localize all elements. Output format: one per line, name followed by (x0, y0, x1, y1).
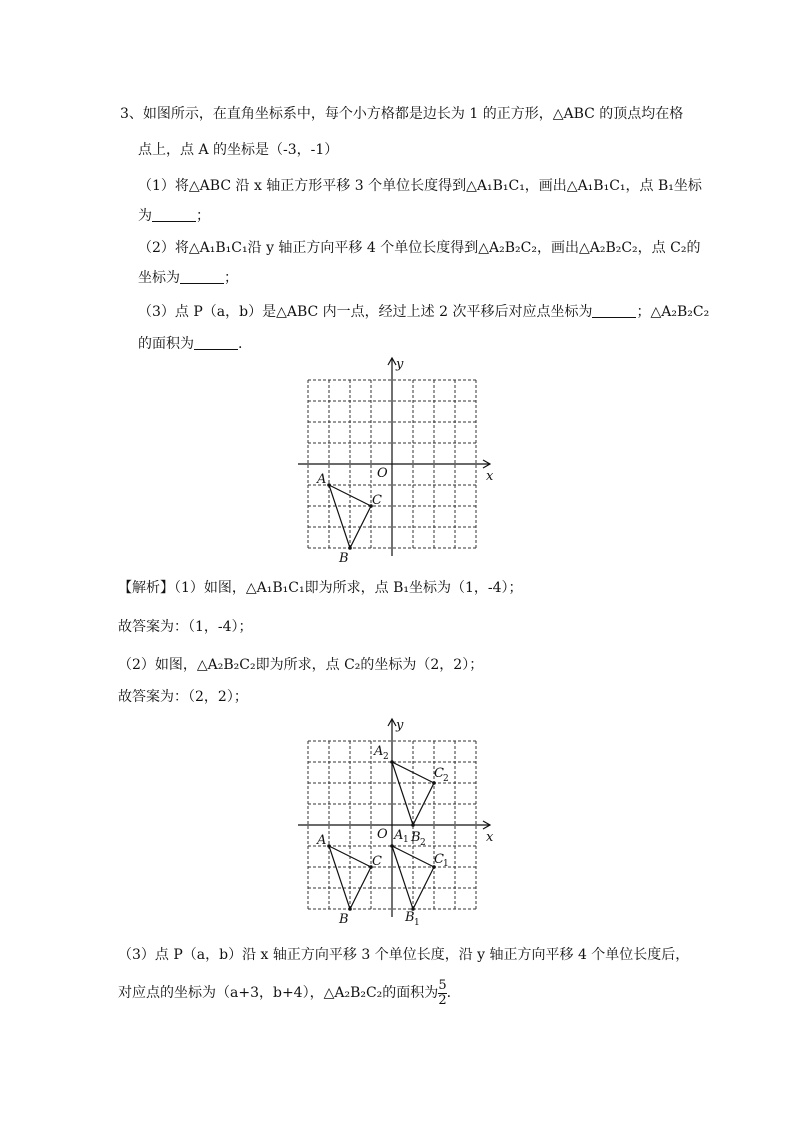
label-a: A (317, 472, 327, 487)
part2-line1: （2）将△A₁B₁C₁沿 y 轴正方向平移 4 个单位长度得到△A₂B₂C₂，画出△A₂B₂C₂，点 C₂的 (138, 240, 701, 256)
label-a1: A (394, 828, 404, 843)
part3-line1b-text: ；△A₂B₂C₂ (636, 304, 710, 320)
label-a2: A (374, 744, 384, 759)
label-b2: B (411, 830, 421, 845)
label-b: B (339, 551, 349, 566)
part3-line2: 的面积为 . (138, 336, 243, 352)
figure-1-graph (290, 352, 500, 568)
solution-line-1: 【解析】（1）如图，△A₁B₁C₁即为所求，点 B₁坐标为（1，-4）； (118, 580, 523, 596)
figure-2-graph (290, 713, 500, 929)
label-a1-sub: 1 (403, 835, 409, 845)
point-b (348, 546, 352, 550)
solution-line-3: （3）点 P（a，b）沿 x 轴正方向平移 3 个单位长度，沿 y 轴正方向平移 4 个单位长度后， (118, 947, 690, 963)
figure-2 (290, 713, 500, 929)
label-c2-sub: 2 (443, 774, 449, 784)
point-b2 (411, 823, 415, 827)
label-a2-sub: 2 (383, 752, 389, 762)
part2-line2: 坐标为 ； (138, 270, 238, 286)
part2-line2-text: 坐标为 (138, 270, 180, 286)
solution-end-period: . (446, 985, 452, 1001)
answer-line-1: 故答案为：（1，-4）； (118, 619, 253, 635)
point-a1 (390, 844, 394, 848)
label-c1-sub: 1 (443, 859, 449, 869)
solution-line-4 (118, 976, 451, 1010)
label-c2: C (434, 766, 444, 781)
point-a (327, 483, 331, 487)
fraction-numerator: 5 (438, 977, 447, 993)
origin-label: O (377, 466, 388, 481)
figure-1 (290, 352, 500, 568)
part3-line2-text: 的面积为 (138, 336, 194, 352)
x-axis-label: x (486, 469, 494, 484)
x-axis-label: x (486, 830, 494, 845)
label-b1-sub: 1 (414, 918, 420, 928)
label-c: C (372, 854, 382, 869)
point-a (327, 844, 331, 848)
answer-blank-3 (592, 303, 636, 318)
label-c1: C (434, 852, 444, 867)
question-stem-line1: 3、如图所示，在直角坐标系中，每个小方格都是边长为 1 的正方形，△ABC 的顶点均在格 (120, 106, 684, 122)
point-a2 (390, 760, 394, 764)
part1-line1: （1）将△ABC 沿 x 轴正方形平移 3 个单位长度得到△A₁B₁C₁，画出△A₁B₁C₁，点 B₁坐标 (138, 178, 702, 194)
part1-line2-text: 为 (138, 208, 152, 224)
answer-blank-1 (152, 207, 196, 222)
point-c2 (432, 781, 436, 785)
label-b2-sub: 2 (420, 838, 426, 848)
area-fraction (438, 979, 446, 1008)
origin-label: O (377, 827, 388, 842)
answer-line-2: 故答案为：（2，2）； (118, 689, 248, 705)
part3-line1a-text: （3）点 P（a，b）是△ABC 内一点，经过上述 2 次平移后对应点坐标为 (138, 304, 593, 320)
question-stem-line2: 点上，点 A 的坐标是（-3，-1） (138, 142, 339, 158)
y-axis-label: y (396, 718, 404, 733)
solution-line-2: （2）如图，△A₂B₂C₂即为所求，点 C₂的坐标为（2，2）； (118, 657, 484, 673)
fraction-denominator: 2 (438, 992, 447, 1008)
point-b (348, 907, 352, 911)
label-b: B (339, 912, 349, 927)
label-c: C (372, 493, 382, 508)
label-a: A (317, 833, 327, 848)
answer-blank-2 (180, 269, 224, 284)
part1-line2: 为 ； (138, 208, 210, 224)
answer-blank-4 (194, 335, 238, 350)
y-axis-label: y (396, 357, 404, 372)
solution-line-4-text: 对应点的坐标为（a+3，b+4），△A₂B₂C₂的面积为 (118, 985, 439, 1001)
part3-line1 (138, 302, 709, 322)
label-b1: B (405, 910, 415, 925)
